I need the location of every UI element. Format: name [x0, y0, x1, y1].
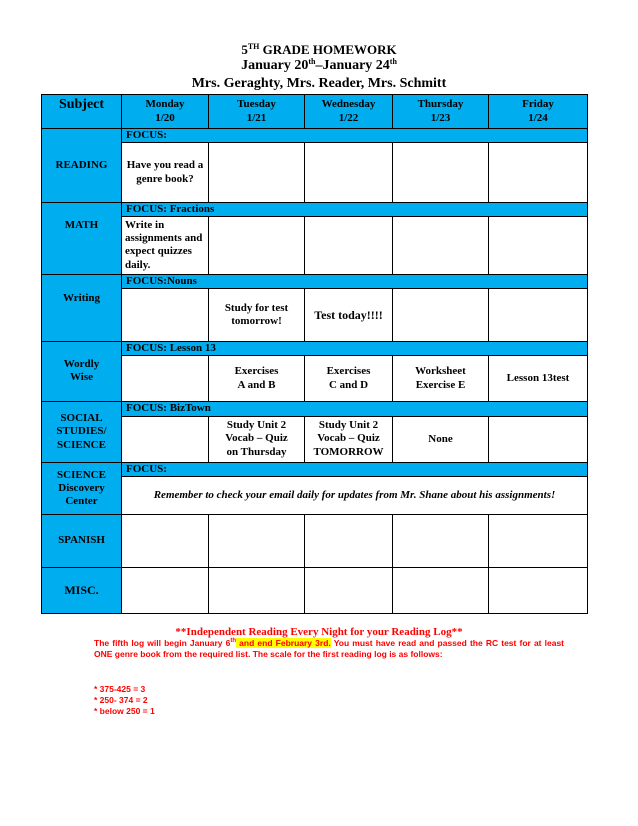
col-header-wednesday: Wednesday 1/22	[305, 95, 393, 129]
col-header-thursday: Thursday 1/23	[393, 95, 489, 129]
cell-spanish-wednesday	[305, 515, 393, 567]
focus-wordly-wise: FOCUS: Lesson 13	[122, 341, 588, 355]
cell-wordly-friday: Lesson 13test	[489, 356, 588, 402]
cell-writing-thursday	[393, 289, 489, 341]
date-range: January 20th–January 24th	[241, 57, 397, 73]
cell-misc-wednesday	[305, 567, 393, 613]
cell-writing-tuesday: Study for test tomorrow!	[209, 289, 305, 341]
reading-log-paragraph: The fifth log will begin January 6th and end February 3rd. You must have read and passed the RC test for at least ONE genre book from the required list. The scale for the first reading log is as follows:	[94, 638, 565, 659]
cell-math-thursday	[393, 217, 489, 275]
cell-reading-tuesday	[209, 143, 305, 202]
cell-social-monday	[122, 416, 209, 462]
cell-social-friday	[489, 416, 588, 462]
cell-math-wednesday	[305, 217, 393, 275]
cell-wordly-monday	[122, 356, 209, 402]
cell-spanish-friday	[489, 515, 588, 567]
subject-spanish: SPANISH	[42, 515, 122, 567]
end-date-highlight: and end February 3rd.	[236, 638, 331, 648]
subject-reading: READING	[42, 129, 122, 203]
cell-math-friday	[489, 217, 588, 275]
focus-social-studies: FOCUS: BizTown	[122, 402, 588, 416]
cell-misc-thursday	[393, 567, 489, 613]
cell-writing-wednesday: Test today!!!!	[305, 289, 393, 341]
cell-wordly-thursday: Worksheet Exercise E	[393, 356, 489, 402]
reading-log-title: **Independent Reading Every Night for your Reading Log**	[175, 626, 463, 638]
subject-social-studies: SOCIAL STUDIES/ SCIENCE	[42, 402, 122, 463]
cell-spanish-tuesday	[209, 515, 305, 567]
subject-math: MATH	[42, 202, 122, 274]
cell-math-monday: Write in assignments and expect quizzes daily.	[122, 217, 209, 275]
email-reminder-note: Remember to check your email daily for updates from Mr. Shane about his assignments!	[122, 477, 588, 515]
cell-writing-friday	[489, 289, 588, 341]
col-header-subject: Subject	[42, 95, 122, 129]
subject-writing: Writing	[42, 275, 122, 342]
cell-spanish-thursday	[393, 515, 489, 567]
scale-item: * below 250 = 1	[94, 706, 155, 716]
cell-wordly-tuesday: Exercises A and B	[209, 356, 305, 402]
page-title: 5TH GRADE HOMEWORK	[241, 42, 397, 57]
focus-writing: FOCUS:Nouns	[122, 275, 588, 289]
cell-misc-monday	[122, 567, 209, 613]
col-header-monday: Monday 1/20	[122, 95, 209, 129]
cell-reading-monday: Have you read a genre book?	[122, 143, 209, 202]
cell-wordly-wednesday: Exercises C and D	[305, 356, 393, 402]
subject-science-discovery: SCIENCE Discovery Center	[42, 462, 122, 514]
cell-misc-tuesday	[209, 567, 305, 613]
cell-spanish-monday	[122, 515, 209, 567]
cell-writing-monday	[122, 289, 209, 341]
teacher-names: Mrs. Geraghty, Mrs. Reader, Mrs. Schmitt	[191, 76, 447, 91]
cell-math-tuesday	[209, 217, 305, 275]
col-header-friday: Friday 1/24	[489, 95, 588, 129]
col-header-tuesday: Tuesday 1/21	[209, 95, 305, 129]
focus-reading: FOCUS:	[122, 129, 588, 143]
cell-reading-wednesday	[305, 143, 393, 202]
header-row	[42, 95, 588, 129]
cell-misc-friday	[489, 567, 588, 613]
homework-table	[41, 94, 588, 614]
cell-social-tuesday: Study Unit 2 Vocab – Quiz on Thursday	[209, 416, 305, 462]
focus-math: FOCUS: Fractions	[122, 202, 588, 216]
subject-misc: MISC.	[42, 567, 122, 613]
cell-social-wednesday: Study Unit 2 Vocab – Quiz TOMORROW	[305, 416, 393, 462]
scale-item: * 250- 374 = 2	[94, 695, 148, 705]
cell-social-thursday: None	[393, 416, 489, 462]
cell-reading-thursday	[393, 143, 489, 202]
scale-item: * 375-425 = 3	[94, 684, 146, 694]
subject-wordly-wise: Wordly Wise	[42, 341, 122, 402]
focus-science-discovery: FOCUS:	[122, 462, 588, 476]
cell-reading-friday	[489, 143, 588, 202]
